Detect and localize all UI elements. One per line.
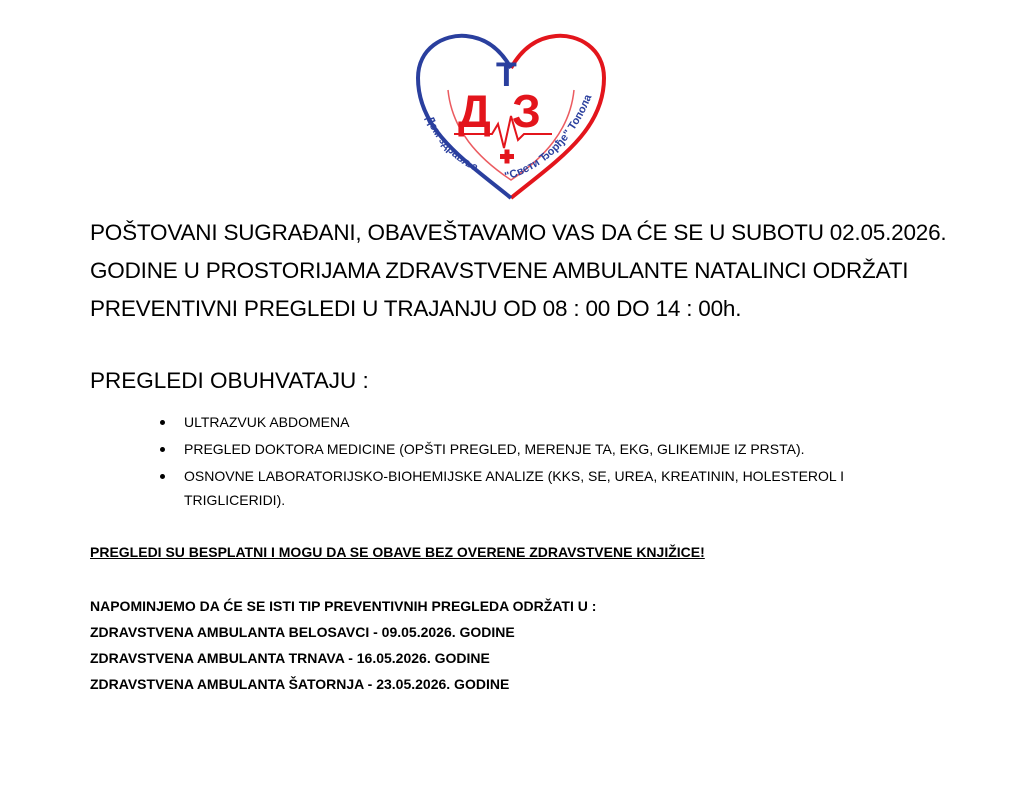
exams-heading: PREGLEDI OBUHVATAJU : — [90, 368, 369, 393]
logo-arc-text-right: "Свети Ђорђе" Топола — [503, 92, 595, 183]
bullet-icon — [160, 474, 165, 479]
logo-arc-text-left: Дом здравља — [423, 114, 480, 174]
bullet-icon — [160, 420, 165, 425]
notes-item: ZDRAVSTVENA AMBULANTA ŠATORNJA - 23.05.2026. GODINE — [90, 676, 510, 692]
notes-block — [90, 593, 596, 697]
list-item — [160, 464, 920, 512]
list-item-text: PREGLED DOKTORA MEDICINE (OPŠTI PREGLED, MERENJE TA, EKG, GLIKEMIJE IZ PRSTA). — [184, 441, 805, 457]
notes-item: ZDRAVSTVENA AMBULANTA BELOSAVCI - 09.05.2026. GODINE — [90, 624, 515, 640]
intro-line: POŠTOVANI SUGRAĐANI, OBAVEŠTAVAMO VAS DA ĆE SE U SUBOTU 02.05.2026. — [90, 220, 947, 245]
notes-item: ZDRAVSTVENA AMBULANTA TRNAVA - 16.05.2026. GODINE — [90, 650, 490, 666]
exams-list — [160, 410, 920, 515]
red-cross-icon — [500, 150, 514, 164]
intro-paragraph — [90, 214, 960, 328]
list-item-text: ULTRAZVUK ABDOMENA — [184, 414, 350, 430]
logo-letter-z: З — [512, 85, 541, 137]
bullet-icon — [160, 447, 165, 452]
dz-logo — [408, 30, 614, 202]
list-item — [160, 437, 920, 461]
logo-letter-t: Т — [496, 56, 517, 94]
intro-line: PREVENTIVNI PREGLEDI U TRAJANJU OD 08 : 00 DO 14 : 00h. — [90, 296, 742, 321]
list-item-text: OSNOVNE LABORATORIJSKO-BIOHEMIJSKE ANALIZE (KKS, SE, UREA, KREATININ, HOLESTEROL I TRIGLICERIDI). — [184, 468, 844, 508]
notes-intro: NAPOMINJEMO DA ĆE SE ISTI TIP PREVENTIVNIH PREGLEDA ODRŽATI U : — [90, 598, 597, 614]
free-notice: PREGLEDI SU BESPLATNI I MOGU DA SE OBAVE BEZ OVERENE ZDRAVSTVENE KNJIŽICE! — [90, 544, 705, 560]
list-item — [160, 410, 920, 434]
logo-letter-d: Д — [458, 85, 491, 137]
intro-line: GODINE U PROSTORIJAMA ZDRAVSTVENE AMBULANTE NATALINCI ODRŽATI — [90, 258, 909, 283]
